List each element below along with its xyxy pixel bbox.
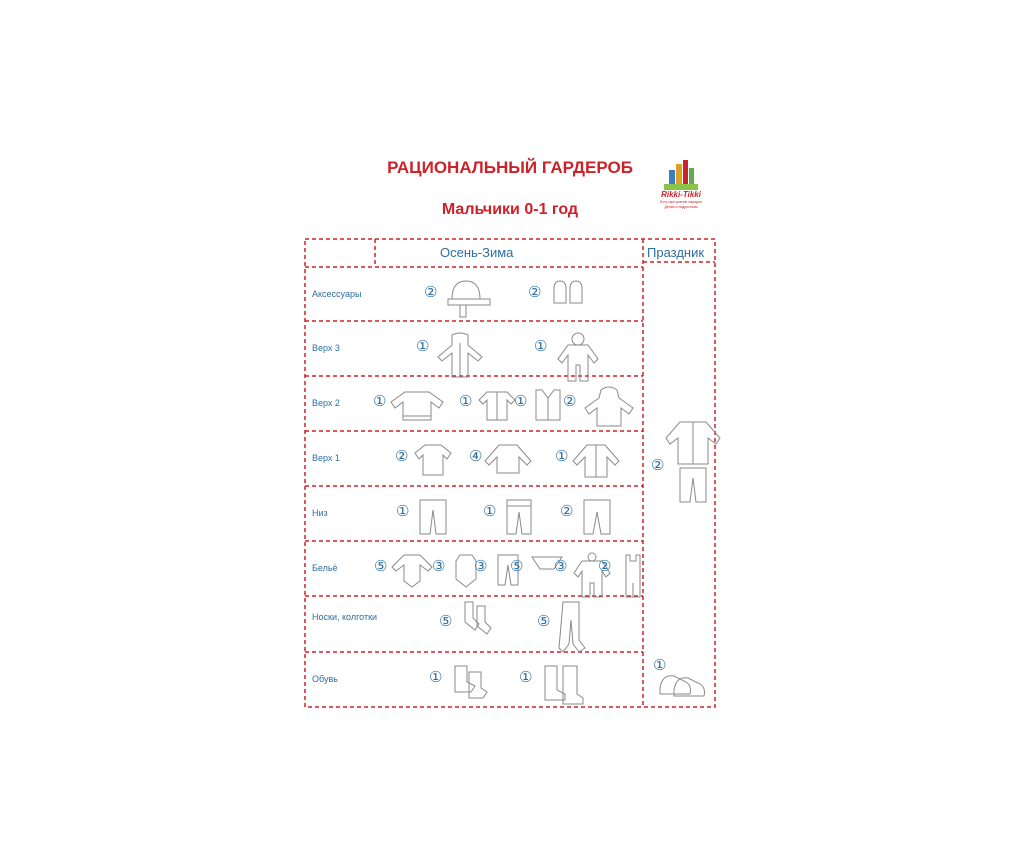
quantity-badge: ① [534,338,548,355]
row-label: Обувь [312,674,338,684]
row-label: Низ [312,508,328,518]
quantity-badge: ③ [554,558,568,575]
page-title: РАЦИОНАЛЬНЫЙ ГАРДЕРОБ [387,158,633,177]
logo-brand: Rikki-Tikki [661,190,701,199]
row-label: Верх 1 [312,453,340,463]
quantity-badge: ③ [432,558,446,575]
quantity-badge: ① [653,657,667,674]
row-label: Носки, колготки [312,612,378,622]
romper-icon [620,553,672,643]
quantity-badge: ① [519,669,533,686]
page-subtitle: Мальчики 0-1 год [441,201,579,218]
logo-tagline: Детям и подросткам [664,205,698,209]
quantity-badge: ② [528,284,542,301]
suit-icon [670,418,722,508]
row-label: Аксессуары [312,289,362,299]
quantity-badge: ⑤ [510,558,524,575]
column-header-holiday: Праздник [647,245,705,260]
booties-icon [451,664,503,754]
row-label: Верх 3 [312,343,340,353]
row-label: Бельё [312,563,338,573]
row-label: Верх 2 [312,398,340,408]
quantity-badge: ⑤ [439,613,453,630]
quantity-badge: ① [555,448,569,465]
quantity-badge: ② [395,448,409,465]
shoes-icon [660,668,712,758]
quantity-badge: ⑤ [537,613,551,630]
quantity-badge: ② [651,457,665,474]
winter-boots-icon [541,664,593,754]
quantity-badge: ① [396,503,410,520]
quantity-badge: ① [429,669,443,686]
quantity-badge: ① [483,503,497,520]
quantity-badge: ① [514,393,528,410]
quantity-badge: ② [598,558,612,575]
quantity-badge: ① [373,393,387,410]
quantity-badge: ① [459,393,473,410]
quantity-badge: ② [560,503,574,520]
quantity-badge: ② [563,393,577,410]
quantity-badge: ⑤ [374,558,388,575]
quantity-badge: ④ [469,448,483,465]
logo-tagline: Есть настроение нарядно [660,200,702,204]
quantity-badge: ③ [474,558,488,575]
quantity-badge: ② [424,284,438,301]
quantity-badge: ① [416,338,430,355]
column-header-autumn-winter: Осень-Зима [440,245,514,260]
